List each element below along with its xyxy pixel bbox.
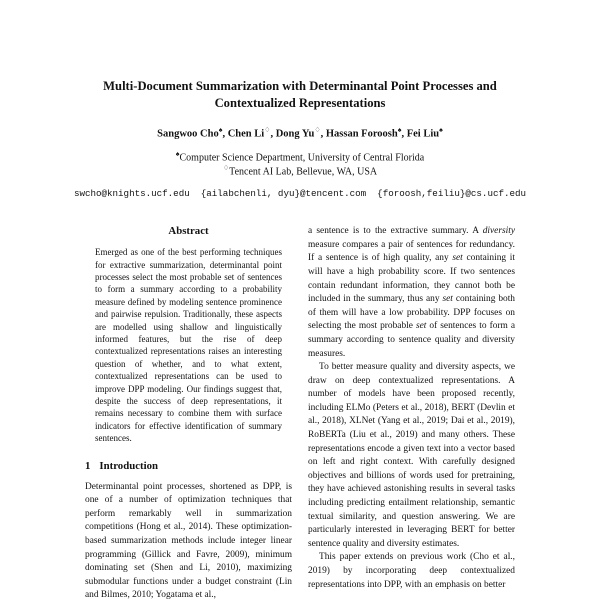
- right-column: [308, 225, 515, 600]
- section-title: Introduction: [99, 459, 159, 472]
- intro-paragraph-1: Determinantal point processes, shortened as DPP, is one of a number of optimization techniques that perform remarkably well in summarization competitions (Hong et al., 2014). These optimization-based summarization methods include integer linear programming (Gillick and Favre, 2009), minimum dominating set (Shen and Li, 2010), maximizing submodular functions under a budget constraint (Lin and Bilmes, 2010; Yogatama et al.,: [85, 481, 292, 600]
- affiliation-ucf: ♠Computer Science Department, University of Central Florida: [175, 149, 425, 163]
- affiliation-tencent: ♢Tencent AI Lab, Bellevue, WA, USA: [222, 164, 378, 178]
- author-line: Sangwoo Cho♠, Chen Li♢, Dong Yu♢, Hassan Foroosh♠, Fei Liu♠: [157, 126, 443, 140]
- paper-title: Multi-Document Summarization with Determinantal Point Processes and Contextualized Representations: [103, 79, 497, 110]
- paper-header: [0, 0, 600, 199]
- left-column: [85, 225, 292, 600]
- abstract-heading: Abstract: [168, 225, 209, 238]
- section-number: 1: [85, 459, 91, 472]
- section-heading-introduction: [85, 460, 292, 472]
- right-paragraph-1: a sentence is to the extractive summary. A diversity measure compares a pair of sentences for redundancy. If a sentence is of high quality, any set containing it will have a high probability score. If two sentences contain redundant information, they cannot both be included in the summary, thus any set containing both of them will have a low probability. DPP focuses on selecting the most probable set of sentences to form a summary according to sentence quality and diversity measures.: [308, 226, 515, 359]
- two-column-body: [85, 225, 515, 600]
- right-paragraph-3: This paper extends on previous work (Cho et al., 2019) by incorporating deep contextualized representations into DPP, with an emphasis on better: [308, 552, 515, 590]
- abstract-text: Emerged as one of the best performing techniques for extractive summarization, determinantal point processes select the most probable set of sentences to form a summary according to a probability measure defined by modeling sentence prominence and pairwise repulsion. Traditionally, these aspects are modelled using shallow and linguistically informed features, but the rise of deep contextualized representations raises an interesting question of whether, and to what extent, contextualized representations can be used to improve DPP modeling. Our findings suggest that, despite the success of deep representations, it remains necessary to combine them with surface indicators for effective identification of summary sentences.: [95, 247, 282, 444]
- right-paragraph-2: To better measure quality and diversity aspects, we draw on deep contextualized representations. A number of models have been proposed recently, including ELMo (Peters et al., 2018), BERT (Devlin et al., 2018), XLNet (Yang et al., 2019; Dai et al., 2019), RoBERTa (Liu et al., 2019) and many others. These representations encode a given text into a vector based on left and right context. With carefully designed objectives and billions of words used for pretraining, they have achieved astonishing results in several tasks including predicting entailment relationship, semantic textual similarity, and question answering. We are particularly interested in leveraging BERT for better sentence quality and diversity estimates.: [308, 362, 515, 549]
- email-line: swcho@knights.ucf.edu {ailabchenli, dyu}@tencent.com {foroosh,feiliu}@cs.ucf.edu: [73, 188, 527, 200]
